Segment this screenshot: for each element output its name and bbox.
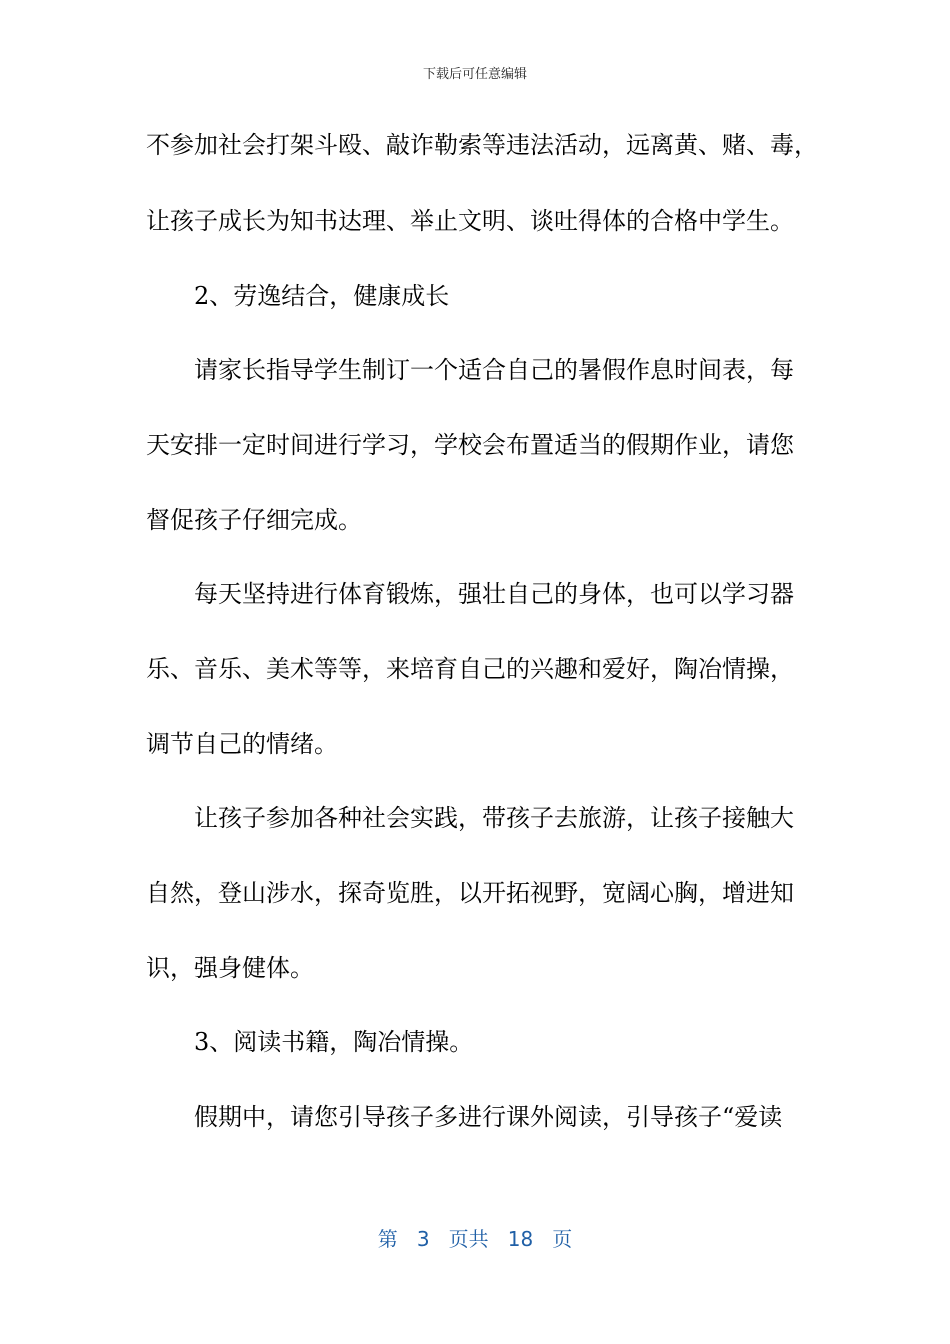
body-line-5: 天安排一定时间进行学习，学校会布置适当的假期作业，请您: [146, 431, 794, 459]
footer-total-pages: 18: [507, 1227, 534, 1251]
footer-label-suffix: 页: [552, 1227, 573, 1251]
section-heading-3: 3、阅读书籍，陶冶情操。: [194, 1028, 474, 1056]
body-line-1: 不参加社会打架斗殴、敲诈勒索等违法活动，远离黄、赌、毒，: [146, 131, 818, 159]
page-header: 下载后可任意编辑: [422, 67, 527, 82]
body-line-10: 让孩子参加各种社会实践，带孩子去旅游，让孩子接触大: [194, 804, 794, 832]
body-line-12: 识，强身健体。: [146, 954, 314, 982]
body-line-6: 督促孩子仔细完成。: [146, 506, 362, 534]
body-line-11: 自然，登山涉水，探奇览胜，以开拓视野，宽阔心胸，增进知: [146, 879, 794, 907]
body-line-8: 乐、音乐、美术等等，来培育自己的兴趣和爱好，陶冶情操，: [146, 655, 794, 683]
section-heading-2: 2、劳逸结合，健康成长: [194, 282, 450, 310]
footer-current-page: 3: [416, 1227, 430, 1251]
body-line-7: 每天坚持进行体育锻炼，强壮自己的身体，也可以学习器: [194, 580, 794, 608]
body-line-4: 请家长指导学生制订一个适合自己的暑假作息时间表，每: [194, 356, 794, 384]
footer-label-middle: 页共: [448, 1227, 489, 1251]
body-line-14: 假期中，请您引导孩子多进行课外阅读，引导孩子“爱读: [194, 1103, 783, 1131]
body-line-2: 让孩子成长为知书达理、举止文明、谈吐得体的合格中学生。: [146, 207, 794, 235]
body-line-9: 调节自己的情绪。: [146, 730, 338, 758]
footer-label-prefix: 第: [377, 1227, 398, 1251]
page-footer: [0, 1226, 950, 1252]
